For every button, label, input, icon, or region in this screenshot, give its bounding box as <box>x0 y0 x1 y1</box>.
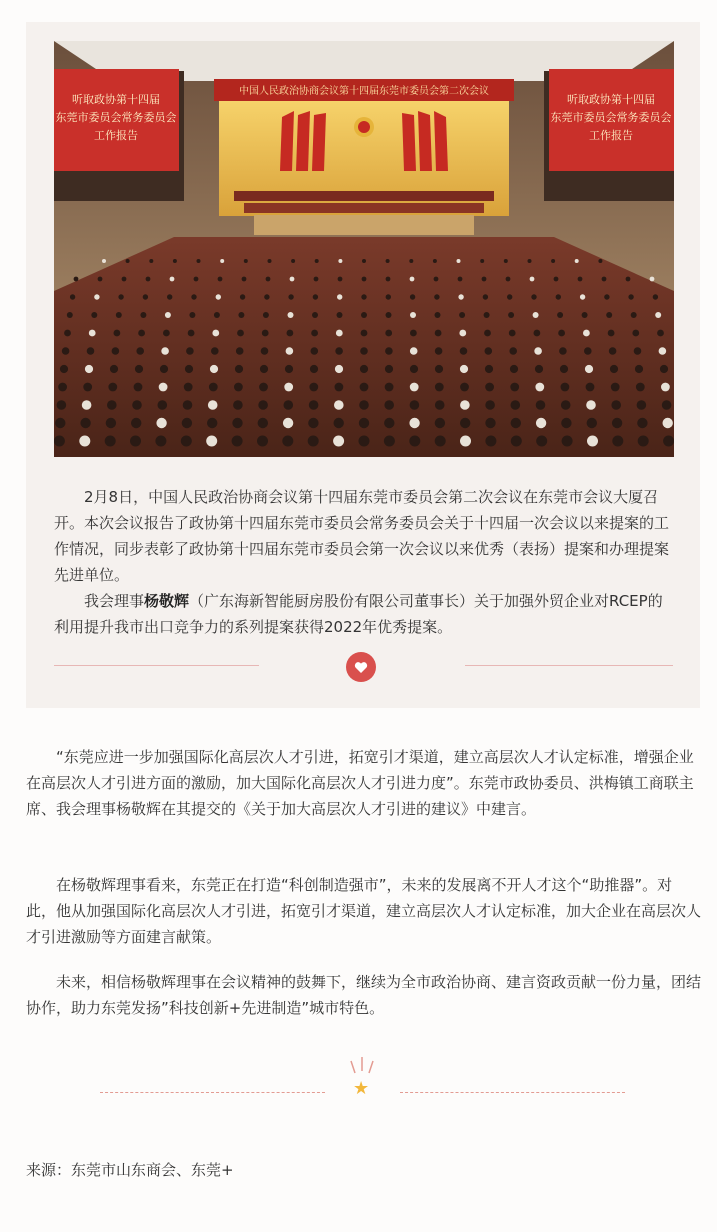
conference-photo <box>54 41 674 457</box>
body-paragraph-1-block <box>26 744 702 822</box>
body-paragraph-1: “东莞应进一步加强国际化高层次人才引进，拓宽引才渠道，建立高层次人才认定标准，增强企业在高层次人才引进方面的激励，加大国际化高层次人才引进力度”。东莞市政协委员、洪梅镇工商联主席、我会理事杨敬辉在其提交的《关于加大高层次人才引进的建议》中建言。 <box>26 748 694 818</box>
svg-text:工作报告: 工作报告 <box>94 129 138 142</box>
divider-line-left <box>54 665 259 666</box>
svg-text:听取政协第十四届: 听取政协第十四届 <box>567 93 655 106</box>
intro-p2-prefix: 我会理事 <box>84 592 145 610</box>
divider-line-right <box>465 665 673 666</box>
svg-text:听取政协第十四届: 听取政协第十四届 <box>72 93 160 106</box>
intro-p2-suffix: （广东海新智能厨房股份有限公司董事长）关于加强外贸企业对RCEP的利用提升我市出口竞争力的系列提案获得2022年优秀提案。 <box>54 592 663 636</box>
stage-banner-text: 中国人民政治协商会议第十四届东莞市委员会第二次会议 <box>239 86 489 97</box>
svg-text:东莞市委员会常务委员会: 东莞市委员会常务委员会 <box>55 111 177 124</box>
body-paragraph-3-block <box>26 969 702 1021</box>
svg-text:东莞市委员会常务委员会: 东莞市委员会常务委员会 <box>550 111 672 124</box>
star-icon: ★ <box>353 1078 370 1099</box>
source-line: 来源：东莞市山东商会、东莞+ <box>26 1161 234 1179</box>
intro-paragraph-2 <box>54 588 676 640</box>
svg-text:工作报告: 工作报告 <box>589 129 633 142</box>
heart-icon <box>346 652 376 682</box>
intro-text <box>54 484 676 640</box>
body-paragraph-2-block <box>26 872 702 950</box>
dashed-line-left <box>100 1092 325 1093</box>
person-name: 杨敬辉 <box>144 592 190 610</box>
body-paragraph-2: 在杨敬辉理事看来，东莞正在打造“科创制造强市”，未来的发展离不开人才这个“助推器”。对此，他从加强国际化高层次人才引进，拓宽引才渠道，建立高层次人才认定标准，加大企业在高层次人才引进激励等方面建言献策。 <box>26 876 702 946</box>
dashed-line-right <box>400 1092 625 1093</box>
body-paragraph-3: 未来，相信杨敬辉理事在会议精神的鼓舞下，继续为全市政治协商、建言资政贡献一份力量，团结协作，助力东莞发扬”科技创新+先进制造”城市特色。 <box>26 973 702 1017</box>
intro-paragraph-1: 2月8日，中国人民政治协商会议第十四届东莞市委员会第二次会议在东莞市会议大厦召开。本次会议报告了政协第十四届东莞市委员会常务委员会关于十四届一次会议以来提案的工作情况，同步表彰了政协第十四届东莞市委员会第一次会议以来优秀（表扬）提案和办理提案先进单位。 <box>54 488 670 584</box>
